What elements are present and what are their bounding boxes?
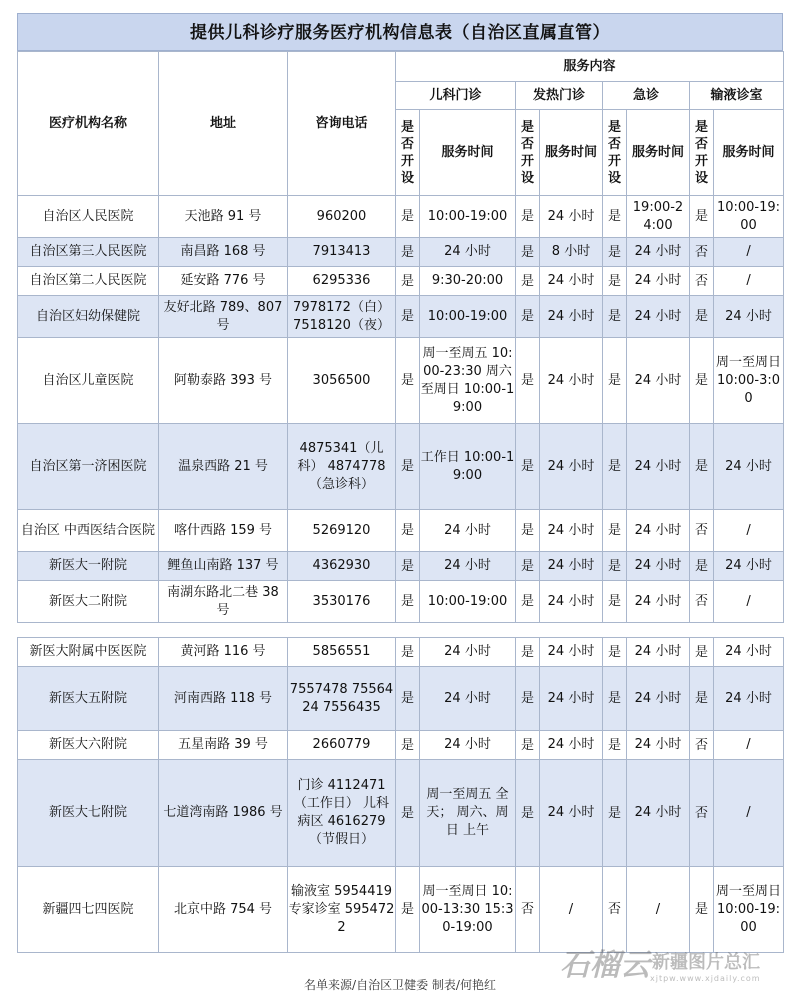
cell-f-open: 是 bbox=[516, 338, 540, 424]
cell-f-open: 是 bbox=[516, 760, 540, 867]
table-row bbox=[18, 760, 784, 867]
cell-p-open: 是 bbox=[396, 667, 420, 731]
cell-address: 南昌路 168 号 bbox=[159, 238, 288, 267]
cell-f-time: 24 小时 bbox=[540, 581, 603, 623]
header-emergency-open: 是否开设 bbox=[603, 110, 627, 196]
cell-f-time: 24 小时 bbox=[540, 424, 603, 510]
header-infusion: 输液诊室 bbox=[690, 82, 784, 110]
cell-p-open: 是 bbox=[396, 296, 420, 338]
cell-phone: 4875341（儿科） 4874778（急诊科） bbox=[288, 424, 396, 510]
header-fever-time: 服务时间 bbox=[540, 110, 603, 196]
cell-i-open: 是 bbox=[690, 338, 714, 424]
table-row bbox=[18, 424, 784, 510]
cell-i-time: 10:00-19:00 bbox=[714, 196, 784, 238]
cell-address: 友好北路 789、807 号 bbox=[159, 296, 288, 338]
cell-p-time: 24 小时 bbox=[420, 731, 516, 760]
header-phone: 咨询电话 bbox=[288, 52, 396, 196]
cell-p-time: 24 小时 bbox=[420, 638, 516, 667]
cell-f-time: 24 小时 bbox=[540, 667, 603, 731]
cell-i-time: 24 小时 bbox=[714, 552, 784, 581]
cell-phone: 4362930 bbox=[288, 552, 396, 581]
cell-address: 天池路 91 号 bbox=[159, 196, 288, 238]
cell-e-open: 是 bbox=[603, 667, 627, 731]
cell-f-time: 24 小时 bbox=[540, 638, 603, 667]
cell-p-time: 24 小时 bbox=[420, 238, 516, 267]
cell-address: 喀什西路 159 号 bbox=[159, 510, 288, 552]
cell-e-open: 是 bbox=[603, 731, 627, 760]
cell-i-open: 否 bbox=[690, 760, 714, 867]
table-row bbox=[18, 552, 784, 581]
cell-e-open: 是 bbox=[603, 238, 627, 267]
institution-table-part-2 bbox=[17, 637, 784, 953]
table-row bbox=[18, 731, 784, 760]
cell-f-open: 是 bbox=[516, 296, 540, 338]
cell-p-open: 是 bbox=[396, 338, 420, 424]
cell-i-open: 否 bbox=[690, 731, 714, 760]
cell-p-time: 10:00-19:00 bbox=[420, 296, 516, 338]
cell-p-time: 周一至周五 10:00-23:30 周六至周日 10:00-19:00 bbox=[420, 338, 516, 424]
cell-name: 新医大五附院 bbox=[18, 667, 159, 731]
cell-p-time: 周一至周日 10:00-13:30 15:30-19:00 bbox=[420, 867, 516, 953]
cell-phone: 5856551 bbox=[288, 638, 396, 667]
cell-i-open: 是 bbox=[690, 424, 714, 510]
cell-e-open: 是 bbox=[603, 760, 627, 867]
cell-f-time: 24 小时 bbox=[540, 510, 603, 552]
cell-i-time: / bbox=[714, 267, 784, 296]
cell-address: 延安路 776 号 bbox=[159, 267, 288, 296]
cell-name: 自治区人民医院 bbox=[18, 196, 159, 238]
cell-f-open: 是 bbox=[516, 238, 540, 267]
cell-i-time: 24 小时 bbox=[714, 296, 784, 338]
cell-address: 北京中路 754 号 bbox=[159, 867, 288, 953]
header-infusion-open: 是否开设 bbox=[690, 110, 714, 196]
cell-phone: 3530176 bbox=[288, 581, 396, 623]
cell-p-open: 是 bbox=[396, 760, 420, 867]
cell-p-open: 是 bbox=[396, 238, 420, 267]
cell-e-open: 是 bbox=[603, 424, 627, 510]
cell-f-time: 24 小时 bbox=[540, 196, 603, 238]
cell-e-time: 24 小时 bbox=[627, 338, 690, 424]
cell-name: 自治区第一济困医院 bbox=[18, 424, 159, 510]
cell-p-time: 9:30-20:00 bbox=[420, 267, 516, 296]
cell-i-open: 是 bbox=[690, 552, 714, 581]
cell-p-time: 周一至周五 全天； 周六、周日 上午 bbox=[420, 760, 516, 867]
cell-phone: 7913413 bbox=[288, 238, 396, 267]
cell-i-time: 周一至周日 10:00-19:00 bbox=[714, 867, 784, 953]
cell-f-time: 24 小时 bbox=[540, 731, 603, 760]
cell-p-open: 是 bbox=[396, 552, 420, 581]
cell-e-time: 24 小时 bbox=[627, 424, 690, 510]
cell-e-open: 是 bbox=[603, 338, 627, 424]
cell-f-time: 24 小时 bbox=[540, 296, 603, 338]
header-fever: 发热门诊 bbox=[516, 82, 603, 110]
cell-phone: 7978172（白） 7518120（夜） bbox=[288, 296, 396, 338]
cell-e-open: 是 bbox=[603, 267, 627, 296]
cell-i-open: 否 bbox=[690, 267, 714, 296]
cell-name: 新医大一附院 bbox=[18, 552, 159, 581]
cell-f-open: 否 bbox=[516, 867, 540, 953]
cell-e-time: 24 小时 bbox=[627, 760, 690, 867]
cell-f-time: 24 小时 bbox=[540, 267, 603, 296]
cell-e-time: 24 小时 bbox=[627, 267, 690, 296]
cell-i-open: 是 bbox=[690, 867, 714, 953]
header-pediatric: 儿科门诊 bbox=[396, 82, 516, 110]
cell-e-time: 24 小时 bbox=[627, 667, 690, 731]
cell-e-open: 是 bbox=[603, 296, 627, 338]
cell-name: 新疆四七四医院 bbox=[18, 867, 159, 953]
cell-e-open: 否 bbox=[603, 867, 627, 953]
cell-i-open: 是 bbox=[690, 638, 714, 667]
cell-e-open: 是 bbox=[603, 510, 627, 552]
cell-p-open: 是 bbox=[396, 867, 420, 953]
cell-i-time: 24 小时 bbox=[714, 638, 784, 667]
cell-e-open: 是 bbox=[603, 552, 627, 581]
cell-address: 七道湾南路 1986 号 bbox=[159, 760, 288, 867]
cell-address: 阿勒泰路 393 号 bbox=[159, 338, 288, 424]
cell-i-time: 24 小时 bbox=[714, 424, 784, 510]
cell-i-open: 否 bbox=[690, 581, 714, 623]
cell-f-open: 是 bbox=[516, 510, 540, 552]
cell-phone: 7557478 7556424 7556435 bbox=[288, 667, 396, 731]
table-row bbox=[18, 338, 784, 424]
cell-p-time: 24 小时 bbox=[420, 552, 516, 581]
cell-p-time: 工作日 10:00-19:00 bbox=[420, 424, 516, 510]
table-row bbox=[18, 238, 784, 267]
cell-name: 自治区儿童医院 bbox=[18, 338, 159, 424]
cell-f-open: 是 bbox=[516, 638, 540, 667]
cell-i-time: 24 小时 bbox=[714, 667, 784, 731]
watermark-url: xjtpw.www.xjdaily.com bbox=[650, 974, 761, 983]
header-emergency-time: 服务时间 bbox=[627, 110, 690, 196]
table-row bbox=[18, 267, 784, 296]
cell-p-time: 24 小时 bbox=[420, 667, 516, 731]
cell-i-open: 否 bbox=[690, 510, 714, 552]
cell-f-open: 是 bbox=[516, 581, 540, 623]
cell-p-open: 是 bbox=[396, 510, 420, 552]
cell-e-open: 是 bbox=[603, 581, 627, 623]
cell-phone: 2660779 bbox=[288, 731, 396, 760]
cell-name: 自治区第三人民医院 bbox=[18, 238, 159, 267]
header-emergency: 急诊 bbox=[603, 82, 690, 110]
cell-phone: 门诊 4112471（工作日） 儿科病区 4616279（节假日） bbox=[288, 760, 396, 867]
cell-i-open: 是 bbox=[690, 667, 714, 731]
cell-phone: 5269120 bbox=[288, 510, 396, 552]
cell-e-time: 24 小时 bbox=[627, 731, 690, 760]
cell-f-open: 是 bbox=[516, 552, 540, 581]
cell-f-open: 是 bbox=[516, 267, 540, 296]
institution-table-part-1 bbox=[17, 51, 784, 623]
table-row bbox=[18, 667, 784, 731]
header-pediatric-open: 是否开设 bbox=[396, 110, 420, 196]
cell-name: 新医大七附院 bbox=[18, 760, 159, 867]
cell-phone: 3056500 bbox=[288, 338, 396, 424]
cell-e-time: 19:00-24:00 bbox=[627, 196, 690, 238]
watermark-script: 石榴云 bbox=[560, 948, 650, 983]
cell-f-open: 是 bbox=[516, 731, 540, 760]
cell-i-time: 周一至周日 10:00-3:00 bbox=[714, 338, 784, 424]
table-row bbox=[18, 581, 784, 623]
cell-i-time: / bbox=[714, 510, 784, 552]
header-services: 服务内容 bbox=[396, 52, 784, 82]
cell-i-open: 是 bbox=[690, 196, 714, 238]
cell-i-time: / bbox=[714, 760, 784, 867]
cell-f-open: 是 bbox=[516, 424, 540, 510]
cell-f-open: 是 bbox=[516, 196, 540, 238]
header-address: 地址 bbox=[159, 52, 288, 196]
table-row bbox=[18, 296, 784, 338]
cell-name: 新医大六附院 bbox=[18, 731, 159, 760]
cell-name: 自治区第二人民医院 bbox=[18, 267, 159, 296]
cell-e-time: 24 小时 bbox=[627, 552, 690, 581]
cell-address: 温泉西路 21 号 bbox=[159, 424, 288, 510]
header-name: 医疗机构名称 bbox=[18, 52, 159, 196]
cell-p-time: 24 小时 bbox=[420, 510, 516, 552]
cell-i-time: / bbox=[714, 581, 784, 623]
cell-name: 自治区妇幼保健院 bbox=[18, 296, 159, 338]
cell-name: 新医大二附院 bbox=[18, 581, 159, 623]
table-row bbox=[18, 510, 784, 552]
cell-e-open: 是 bbox=[603, 196, 627, 238]
cell-p-time: 10:00-19:00 bbox=[420, 581, 516, 623]
cell-address: 鲤鱼山南路 137 号 bbox=[159, 552, 288, 581]
cell-name: 新医大附属中医医院 bbox=[18, 638, 159, 667]
cell-p-open: 是 bbox=[396, 196, 420, 238]
cell-f-time: 8 小时 bbox=[540, 238, 603, 267]
cell-address: 河南西路 118 号 bbox=[159, 667, 288, 731]
cell-e-time: 24 小时 bbox=[627, 581, 690, 623]
table-row bbox=[18, 196, 784, 238]
cell-p-open: 是 bbox=[396, 581, 420, 623]
cell-name: 自治区 中西医结合医院 bbox=[18, 510, 159, 552]
cell-i-time: / bbox=[714, 731, 784, 760]
cell-address: 黄河路 116 号 bbox=[159, 638, 288, 667]
cell-e-time: 24 小时 bbox=[627, 638, 690, 667]
header-infusion-time: 服务时间 bbox=[714, 110, 784, 196]
cell-address: 南湖东路北二巷 38 号 bbox=[159, 581, 288, 623]
cell-e-time: 24 小时 bbox=[627, 510, 690, 552]
cell-p-open: 是 bbox=[396, 424, 420, 510]
cell-phone: 6295336 bbox=[288, 267, 396, 296]
cell-p-open: 是 bbox=[396, 267, 420, 296]
cell-e-time: 24 小时 bbox=[627, 296, 690, 338]
cell-p-time: 10:00-19:00 bbox=[420, 196, 516, 238]
cell-e-open: 是 bbox=[603, 638, 627, 667]
cell-f-time: / bbox=[540, 867, 603, 953]
cell-phone: 960200 bbox=[288, 196, 396, 238]
watermark-brand: 新疆图片总汇 bbox=[652, 952, 760, 973]
cell-i-open: 是 bbox=[690, 296, 714, 338]
cell-p-open: 是 bbox=[396, 731, 420, 760]
source-footer: 名单来源/自治区卫健委 制表/何艳红 bbox=[304, 978, 496, 992]
cell-i-time: / bbox=[714, 238, 784, 267]
cell-f-time: 24 小时 bbox=[540, 552, 603, 581]
watermark-logo bbox=[560, 940, 790, 986]
cell-f-time: 24 小时 bbox=[540, 338, 603, 424]
cell-f-time: 24 小时 bbox=[540, 760, 603, 867]
table-title: 提供儿科诊疗服务医疗机构信息表（自治区直属直管） bbox=[17, 13, 783, 51]
cell-i-open: 否 bbox=[690, 238, 714, 267]
header-pediatric-time: 服务时间 bbox=[420, 110, 516, 196]
info-sheet bbox=[17, 13, 783, 953]
cell-e-time: / bbox=[627, 867, 690, 953]
cell-f-open: 是 bbox=[516, 667, 540, 731]
cell-phone: 输液室 5954419 专家诊室 5954722 bbox=[288, 867, 396, 953]
header-fever-open: 是否开设 bbox=[516, 110, 540, 196]
cell-e-time: 24 小时 bbox=[627, 238, 690, 267]
table-row bbox=[18, 638, 784, 667]
cell-address: 五星南路 39 号 bbox=[159, 731, 288, 760]
cell-p-open: 是 bbox=[396, 638, 420, 667]
